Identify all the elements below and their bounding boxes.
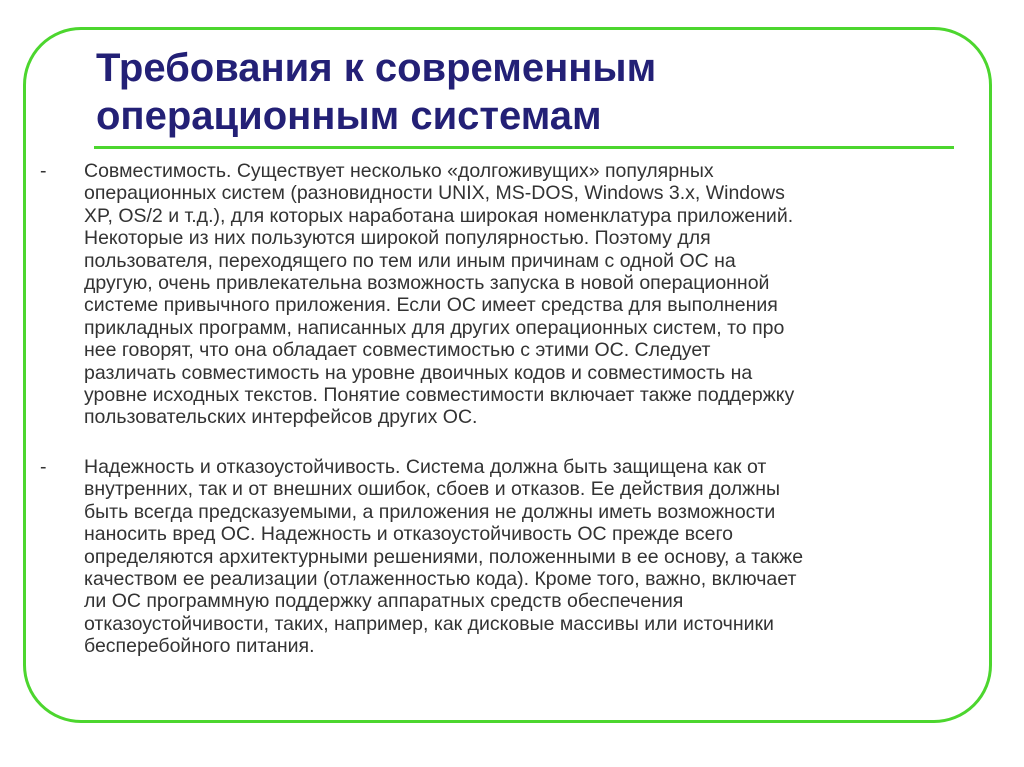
text-line: другую, очень привлекательна возможность запуска в новой операционной xyxy=(84,272,770,295)
slide-title xyxy=(96,44,956,140)
text-line: Надежность и отказоустойчивость. Система должна быть защищена как от xyxy=(84,455,767,478)
text-line: нее говорят, что она обладает совместимостью с этими ОС. Следует xyxy=(84,339,711,362)
title-divider xyxy=(94,146,954,149)
text-line: операционных систем (разновидности UNIX, MS-DOS, Windows 3.x, Windows xyxy=(84,182,785,205)
slide-body xyxy=(40,160,940,658)
text-line: ли ОС программную поддержку аппаратных средств обеспечения xyxy=(84,590,684,613)
text-line: качеством ее реализации (отлаженностью кода). Кроме того, важно, включает xyxy=(84,567,797,590)
text-line: Совместимость. Существует несколько «долгоживущих» популярных xyxy=(84,160,714,182)
text-line: XP, OS/2 и т.д.), для которых наработана широкая номенклатура приложений. xyxy=(84,204,794,227)
text-line: внутренних, так и от внешних ошибок, сбоев и отказов. Ее действия должны xyxy=(84,478,780,501)
text-line: прикладных программ, написанных для других операционных систем, то про xyxy=(84,316,785,339)
paragraph-compatibility xyxy=(40,160,940,429)
text-line: Некоторые из них пользуются широкой популярностью. Поэтому для xyxy=(84,227,711,250)
paragraph-reliability xyxy=(40,456,940,658)
bullet-dash: - xyxy=(40,455,47,478)
title-line: Требования к современным xyxy=(96,46,657,90)
text-line: пользовательских интерфейсов других ОС. xyxy=(84,406,478,429)
text-line: быть всегда предсказуемыми, а приложения не должны иметь возможности xyxy=(84,500,776,523)
text-line: наносить вред ОС. Надежность и отказоустойчивость ОС прежде всего xyxy=(84,523,733,546)
text-line: определяются архитектурными решениями, положенными в ее основу, а также xyxy=(84,545,804,568)
text-line: уровне исходных текстов. Понятие совместимости включает также поддержку xyxy=(84,384,795,407)
text-line: пользователя, переходящего по тем или иным причинам с одной ОС на xyxy=(84,249,736,272)
text-line: системе привычного приложения. Если ОС имеет средства для выполнения xyxy=(84,294,778,317)
bullet-dash: - xyxy=(40,160,47,182)
text-line: отказоустойчивости, таких, например, как дисковые массивы или источники xyxy=(84,612,774,635)
text-line: бесперебойного питания. xyxy=(84,635,315,658)
text-line: различать совместимость на уровне двоичных кодов и совместимость на xyxy=(84,361,753,384)
title-line: операционным системам xyxy=(96,94,602,138)
